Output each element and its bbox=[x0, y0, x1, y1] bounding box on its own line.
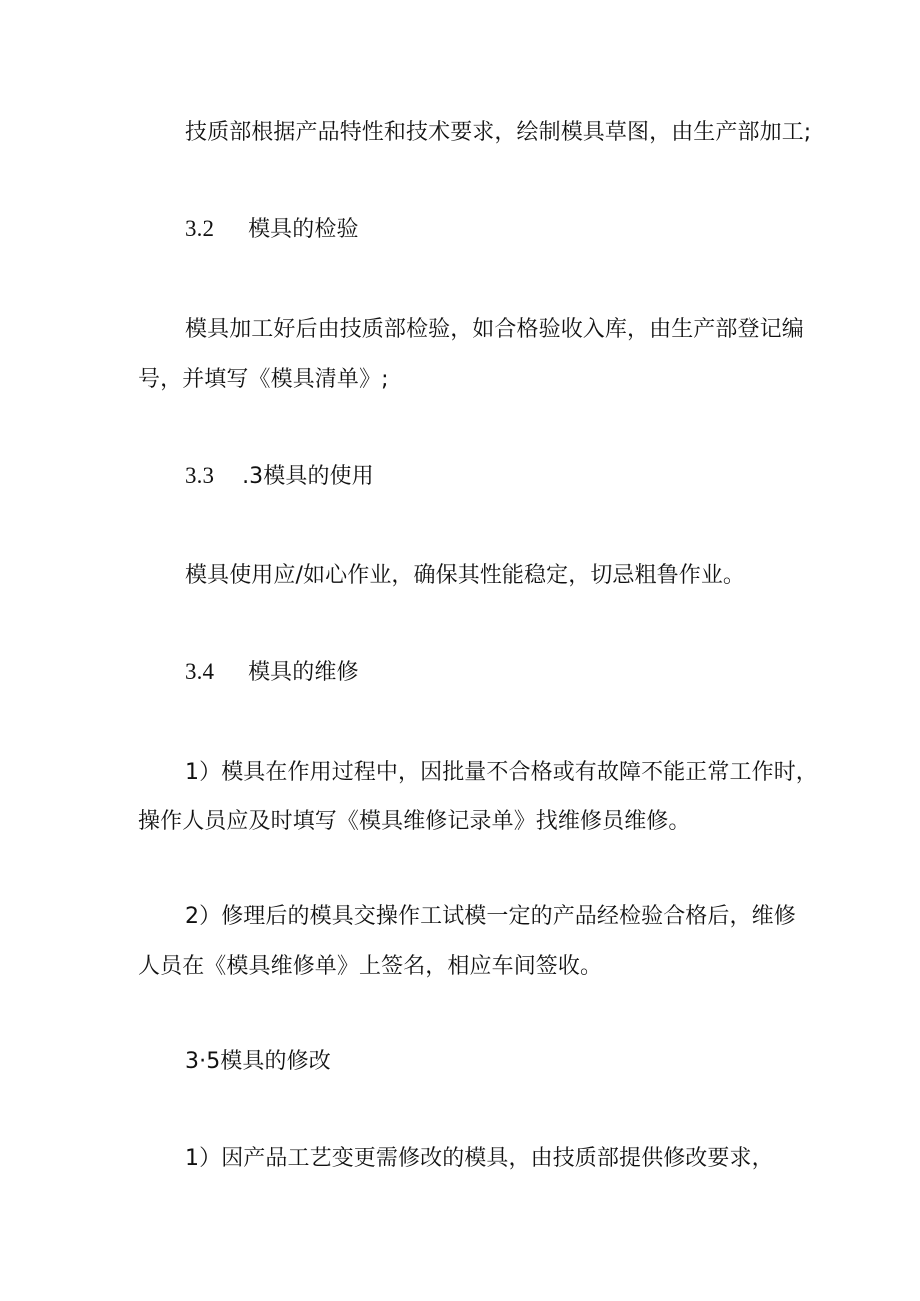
section-heading-3-5: 3·5模具的修改 bbox=[185, 1049, 331, 1074]
paragraph-line: 模具加工好后由技质部检验，如合格验收入库，由生产部登记编 bbox=[185, 317, 804, 342]
paragraph-line: 操作人员应及时填写《模具维修记录单》找维修员维修。 bbox=[138, 809, 691, 834]
section-number: 3.3 bbox=[185, 463, 215, 488]
paragraph-line: 2）修理后的模具交操作工试模一定的产品经检验合格后，维修 bbox=[185, 904, 796, 929]
paragraph-line: 1）因产品工艺变更需修改的模具，由技质部提供修改要求， bbox=[185, 1146, 774, 1171]
paragraph-line: 模具使用应/如心作业，确保其性能稳定，切忌粗鲁作业。 bbox=[185, 563, 746, 588]
section-number: 3.4 bbox=[185, 659, 215, 684]
section-heading-3-2 bbox=[185, 213, 845, 246]
section-title: 模具的维修 bbox=[248, 660, 359, 685]
section-title: 模具的检验 bbox=[248, 217, 359, 242]
paragraph-line: 技质部根据产品特性和技术要求，绘制模具草图，由生产部加工; bbox=[185, 120, 812, 145]
section-number: 3.2 bbox=[185, 216, 215, 241]
paragraph-line: 人员在《模具维修单》上签名，相应车间签收。 bbox=[138, 954, 603, 979]
paragraph-line: 1）模具在作用过程中，因批量不合格或有故障不能正常工作时， bbox=[185, 760, 818, 785]
section-heading-3-4 bbox=[185, 656, 845, 689]
paragraph-line: 号，并填写《模具清单》; bbox=[138, 367, 389, 392]
section-heading-3-3 bbox=[185, 460, 845, 493]
section-title: .3模具的使用 bbox=[242, 464, 374, 489]
